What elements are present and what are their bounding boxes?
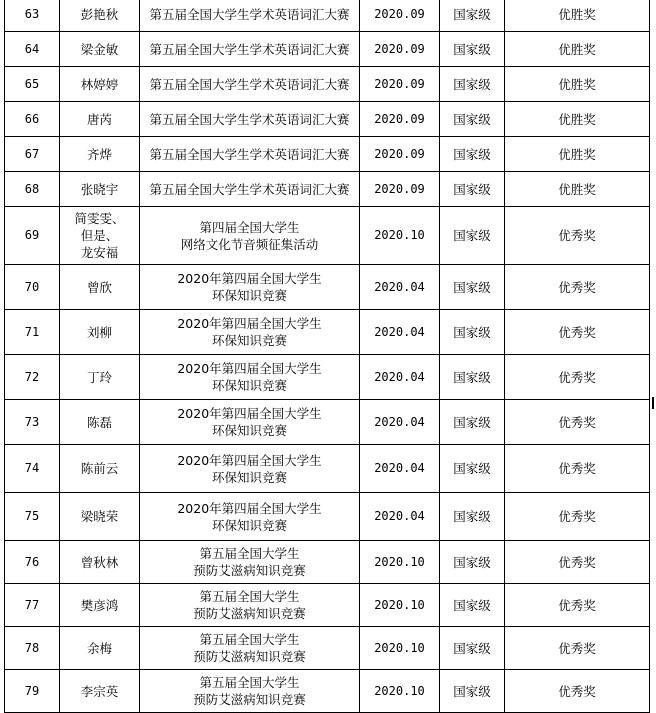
- competition-name-cell: [140, 445, 360, 493]
- competition-name-cell: [140, 355, 360, 400]
- date-cell: 2020.09: [360, 102, 440, 137]
- date-cell: 2020.04: [360, 355, 440, 400]
- competition-name-cell: [140, 0, 360, 32]
- level-cell: 国家级: [440, 627, 505, 670]
- level-cell: 国家级: [440, 137, 505, 172]
- student-name-cell-line: 余梅: [86, 640, 112, 656]
- competition-name-cell-line: 预防艾滋病知识竞赛: [193, 649, 306, 664]
- table-row: [5, 400, 650, 445]
- table-row: [5, 0, 650, 32]
- competition-name-cell-line: 第五届全国大学生学术英语词汇大赛: [149, 6, 350, 22]
- competition-name-cell-line: 2020年第四届全国大学生: [177, 406, 322, 421]
- competition-name-cell-line: 预防艾滋病知识竞赛: [193, 692, 306, 707]
- student-name-cell: [60, 102, 140, 137]
- competition-name-cell-line: 第五届全国大学生学术英语词汇大赛: [149, 76, 350, 92]
- student-name-cell: [60, 400, 140, 445]
- student-name-cell: [60, 32, 140, 67]
- date-cell: 2020.10: [360, 541, 440, 584]
- date-cell: 2020.10: [360, 584, 440, 627]
- competition-name-cell: [140, 541, 360, 584]
- date-cell: 2020.04: [360, 400, 440, 445]
- row-number-cell: 71: [5, 310, 60, 355]
- table-row: [5, 172, 650, 207]
- table-row: [5, 265, 650, 310]
- competition-name-cell-line: 环保知识竞赛: [211, 378, 287, 393]
- student-name-cell-line: 张晓宇: [80, 181, 119, 197]
- award-cell: 优胜奖: [505, 67, 650, 102]
- competition-name-cell: [140, 265, 360, 310]
- student-name-cell: [60, 627, 140, 670]
- date-cell: 2020.04: [360, 265, 440, 310]
- student-name-cell: [60, 137, 140, 172]
- competition-name-cell-line: 2020年第四届全国大学生: [177, 361, 322, 376]
- award-cell: 优胜奖: [505, 102, 650, 137]
- date-cell: 2020.10: [360, 670, 440, 713]
- competition-name-cell-line: 第五届全国大学生学术英语词汇大赛: [149, 146, 350, 162]
- student-name-cell-line: 丁玲: [86, 369, 112, 385]
- row-number-cell: 69: [5, 207, 60, 265]
- edge-mark: [652, 397, 654, 409]
- student-name-cell-line: 樊彦鸿: [80, 597, 119, 613]
- award-cell: 优秀奖: [505, 493, 650, 541]
- competition-name-cell: [140, 400, 360, 445]
- competition-name-cell: [140, 137, 360, 172]
- award-cell: 优秀奖: [505, 670, 650, 713]
- level-cell: 国家级: [440, 265, 505, 310]
- table-row: [5, 541, 650, 584]
- level-cell: 国家级: [440, 445, 505, 493]
- competition-name-cell-line: 预防艾滋病知识竞赛: [193, 606, 306, 621]
- student-name-cell-line: 曾秋林: [80, 554, 119, 570]
- table-body: [5, 0, 650, 713]
- level-cell: 国家级: [440, 102, 505, 137]
- award-cell: 优秀奖: [505, 400, 650, 445]
- date-cell: 2020.09: [360, 67, 440, 102]
- competition-name-cell-line: 环保知识竞赛: [211, 423, 287, 438]
- competition-name-cell: [140, 102, 360, 137]
- student-name-cell-line: 龙安福: [80, 245, 119, 260]
- level-cell: 国家级: [440, 670, 505, 713]
- competition-name-cell-line: 第五届全国大学生: [199, 675, 300, 690]
- row-number-cell: 72: [5, 355, 60, 400]
- student-name-cell-line: 曾欣: [86, 279, 112, 295]
- student-name-cell-line: 李宗英: [80, 683, 119, 699]
- row-number-cell: 70: [5, 265, 60, 310]
- competition-name-cell-line: 第五届全国大学生: [199, 632, 300, 647]
- table-row: [5, 355, 650, 400]
- award-cell: 优胜奖: [505, 0, 650, 32]
- student-name-cell: [60, 541, 140, 584]
- competition-name-cell-line: 第五届全国大学生: [199, 546, 300, 561]
- date-cell: 2020.09: [360, 137, 440, 172]
- row-number-cell: 65: [5, 67, 60, 102]
- award-cell: 优胜奖: [505, 137, 650, 172]
- competition-name-cell: [140, 207, 360, 265]
- competition-name-cell-line: 第四届全国大学生: [199, 219, 300, 235]
- date-cell: 2020.09: [360, 32, 440, 67]
- competition-name-cell-line: 预防艾滋病知识竞赛: [193, 563, 306, 578]
- award-cell: 优秀奖: [505, 627, 650, 670]
- level-cell: 国家级: [440, 207, 505, 265]
- row-number-cell: 79: [5, 670, 60, 713]
- date-cell: 2020.04: [360, 493, 440, 541]
- student-name-cell-line: 齐烨: [86, 146, 112, 162]
- competition-name-cell-line: 2020年第四届全国大学生: [177, 452, 322, 468]
- award-cell: 优秀奖: [505, 207, 650, 265]
- student-name-cell-line: 梁晓荣: [80, 509, 119, 524]
- date-cell: 2020.10: [360, 627, 440, 670]
- student-name-cell-line: 陈前云: [80, 461, 119, 476]
- competition-name-cell: [140, 584, 360, 627]
- date-cell: 2020.04: [360, 310, 440, 355]
- student-name-cell-line: 但是、: [80, 228, 119, 243]
- student-name-cell-line: 林婷婷: [80, 76, 119, 92]
- student-name-cell-line: 唐芮: [86, 111, 112, 127]
- level-cell: 国家级: [440, 584, 505, 627]
- award-cell: 优秀奖: [505, 445, 650, 493]
- table-row: [5, 32, 650, 67]
- level-cell: 国家级: [440, 310, 505, 355]
- competition-name-cell-line: 第五届全国大学生学术英语词汇大赛: [149, 111, 350, 127]
- table-row: [5, 670, 650, 713]
- student-name-cell: [60, 207, 140, 265]
- row-number-cell: 75: [5, 493, 60, 541]
- student-name-cell: [60, 0, 140, 32]
- table-row: [5, 445, 650, 493]
- date-cell: 2020.04: [360, 445, 440, 493]
- student-name-cell: [60, 584, 140, 627]
- date-cell: 2020.09: [360, 172, 440, 207]
- student-name-cell-line: 彭艳秋: [80, 6, 119, 22]
- competition-name-cell: [140, 67, 360, 102]
- level-cell: 国家级: [440, 400, 505, 445]
- level-cell: 国家级: [440, 32, 505, 67]
- row-number-cell: 76: [5, 541, 60, 584]
- table-row: [5, 493, 650, 541]
- award-cell: 优秀奖: [505, 541, 650, 584]
- competition-name-cell: [140, 32, 360, 67]
- student-name-cell: [60, 310, 140, 355]
- student-name-cell-line: 刘柳: [86, 324, 112, 340]
- competition-name-cell-line: 第五届全国大学生学术英语词汇大赛: [149, 181, 350, 197]
- competition-name-cell: [140, 627, 360, 670]
- level-cell: 国家级: [440, 172, 505, 207]
- student-name-cell: [60, 265, 140, 310]
- competition-name-cell-line: 环保知识竞赛: [211, 288, 287, 303]
- table-row: [5, 102, 650, 137]
- award-cell: 优秀奖: [505, 584, 650, 627]
- award-cell: 优秀奖: [505, 355, 650, 400]
- student-name-cell: [60, 355, 140, 400]
- award-cell: 优胜奖: [505, 172, 650, 207]
- student-name-cell: [60, 493, 140, 541]
- award-cell: 优秀奖: [505, 265, 650, 310]
- competition-name-cell-line: 环保知识竞赛: [211, 469, 287, 485]
- row-number-cell: 64: [5, 32, 60, 67]
- award-cell: 优秀奖: [505, 310, 650, 355]
- competition-name-cell: [140, 310, 360, 355]
- award-cell: 优胜奖: [505, 32, 650, 67]
- row-number-cell: 66: [5, 102, 60, 137]
- competition-name-cell-line: 第五届全国大学生学术英语词汇大赛: [149, 41, 350, 57]
- row-number-cell: 63: [5, 0, 60, 32]
- row-number-cell: 78: [5, 627, 60, 670]
- competition-name-cell: [140, 670, 360, 713]
- level-cell: 国家级: [440, 0, 505, 32]
- table-row: [5, 137, 650, 172]
- table-row: [5, 67, 650, 102]
- level-cell: 国家级: [440, 493, 505, 541]
- competition-name-cell: [140, 172, 360, 207]
- date-cell: 2020.10: [360, 207, 440, 265]
- table-row: [5, 310, 650, 355]
- student-name-cell: [60, 67, 140, 102]
- date-cell: 2020.09: [360, 0, 440, 32]
- competition-name-cell-line: 环保知识竞赛: [211, 517, 287, 533]
- level-cell: 国家级: [440, 355, 505, 400]
- student-name-cell-line: 梁金敏: [80, 41, 119, 57]
- competition-name-cell-line: 2020年第四届全国大学生: [177, 316, 322, 331]
- level-cell: 国家级: [440, 67, 505, 102]
- student-name-cell: [60, 172, 140, 207]
- competition-name-cell-line: 2020年第四届全国大学生: [177, 500, 322, 516]
- student-name-cell-line: 简雯雯、: [74, 211, 125, 226]
- student-name-cell-line: 陈磊: [86, 414, 112, 430]
- row-number-cell: 73: [5, 400, 60, 445]
- awards-table: [4, 0, 650, 713]
- row-number-cell: 68: [5, 172, 60, 207]
- table-row: [5, 207, 650, 265]
- competition-name-cell-line: 网络文化节音频征集活动: [180, 236, 319, 252]
- level-cell: 国家级: [440, 541, 505, 584]
- student-name-cell: [60, 670, 140, 713]
- row-number-cell: 77: [5, 584, 60, 627]
- table-row: [5, 584, 650, 627]
- competition-name-cell-line: 环保知识竞赛: [211, 333, 287, 348]
- competition-name-cell-line: 2020年第四届全国大学生: [177, 271, 322, 286]
- student-name-cell: [60, 445, 140, 493]
- competition-name-cell-line: 第五届全国大学生: [199, 589, 300, 604]
- row-number-cell: 67: [5, 137, 60, 172]
- table-row: [5, 627, 650, 670]
- row-number-cell: 74: [5, 445, 60, 493]
- competition-name-cell: [140, 493, 360, 541]
